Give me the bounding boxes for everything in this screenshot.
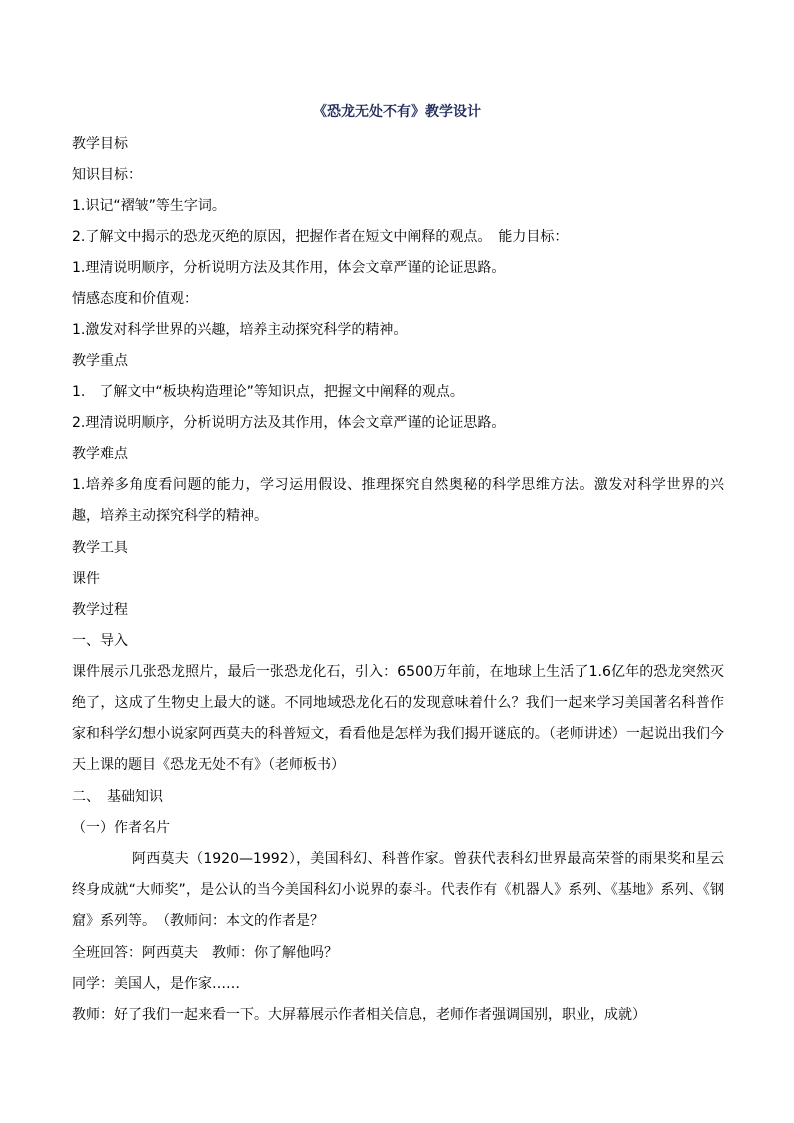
- document-title: 《恐龙无处不有》教学设计: [313, 104, 481, 120]
- paragraph: 1.激发对科学世界的兴趣，培养主动探究科学的精神。: [72, 322, 408, 338]
- paragraph: 2.了解文中揭示的恐龙灭绝的原因，把握作者在短文中阐释的观点。 能力目标：: [72, 229, 569, 245]
- paragraph: 1.培养多角度看问题的能力，学习运用假设、推理探究自然奥秘的科学思维方法。激发对科学世界的兴趣，培养主动探究科学的精神。: [72, 477, 724, 524]
- paragraph: 课件展示几张恐龙照片，最后一张恐龙化石，引入：6500万年前，在地球上生活了1.6亿年的恐龙突然灭绝了，这成了生物史上最大的谜。不同地域恐龙化石的发现意味着什么？我们一起来学习美国著名科普作家和科学幻想小说家阿西莫夫的科普短文，看看他是怎样为我们揭开谜底的。（老师讲述）一起说出我们今天上课的题目《恐龙无处不有》（老师板书）: [72, 664, 724, 773]
- section-heading: 教学工具: [72, 540, 128, 556]
- paragraph: 同学：美国人，是作家……: [72, 976, 240, 992]
- paragraph: 课件: [72, 571, 100, 587]
- paragraph: 阿西莫夫（1920—1992），美国科幻、科普作家。曾获代表科幻世界最高荣誉的雨果奖和星云终身成就“大师奖”，是公认的当今美国科幻小说界的泰斗。代表作有《机器人》系列、《基地》系列、《钢窟》系列等。 （教师问：本文的作者是？: [72, 851, 724, 929]
- subsection-heading: （一）作者名片: [72, 820, 170, 836]
- subsection-heading: 知识目标：: [72, 167, 142, 183]
- subsection-heading: 情感态度和价值观：: [72, 291, 198, 307]
- paragraph: 1.理清说明顺序，分析说明方法及其作用，体会文章严谨的论证思路。: [72, 260, 506, 276]
- subsection-heading: 一、导入: [72, 633, 128, 649]
- section-heading: 教学目标: [72, 136, 128, 152]
- document-body: [72, 134, 724, 1036]
- subsection-heading: 二、 基础知识: [72, 789, 163, 805]
- paragraph: 1.识记“褶皱”等生字词。: [72, 198, 226, 214]
- paragraph: 全班回答：阿西莫夫 教师：你了解他吗？: [72, 945, 338, 961]
- paragraph: 教师：好了我们一起来看一下。大屏幕展示作者相关信息，老师作者强调国别，职业，成就）: [72, 1007, 646, 1023]
- paragraph: 2.理清说明顺序，分析说明方法及其作用，体会文章严谨的论证思路。: [72, 415, 506, 431]
- section-heading: 教学过程: [72, 602, 128, 618]
- section-heading: 教学重点: [72, 353, 128, 369]
- paragraph: 1. 了解文中“板块构造理论”等知识点，把握文中阐释的观点。: [72, 384, 464, 400]
- section-heading: 教学难点: [72, 446, 128, 462]
